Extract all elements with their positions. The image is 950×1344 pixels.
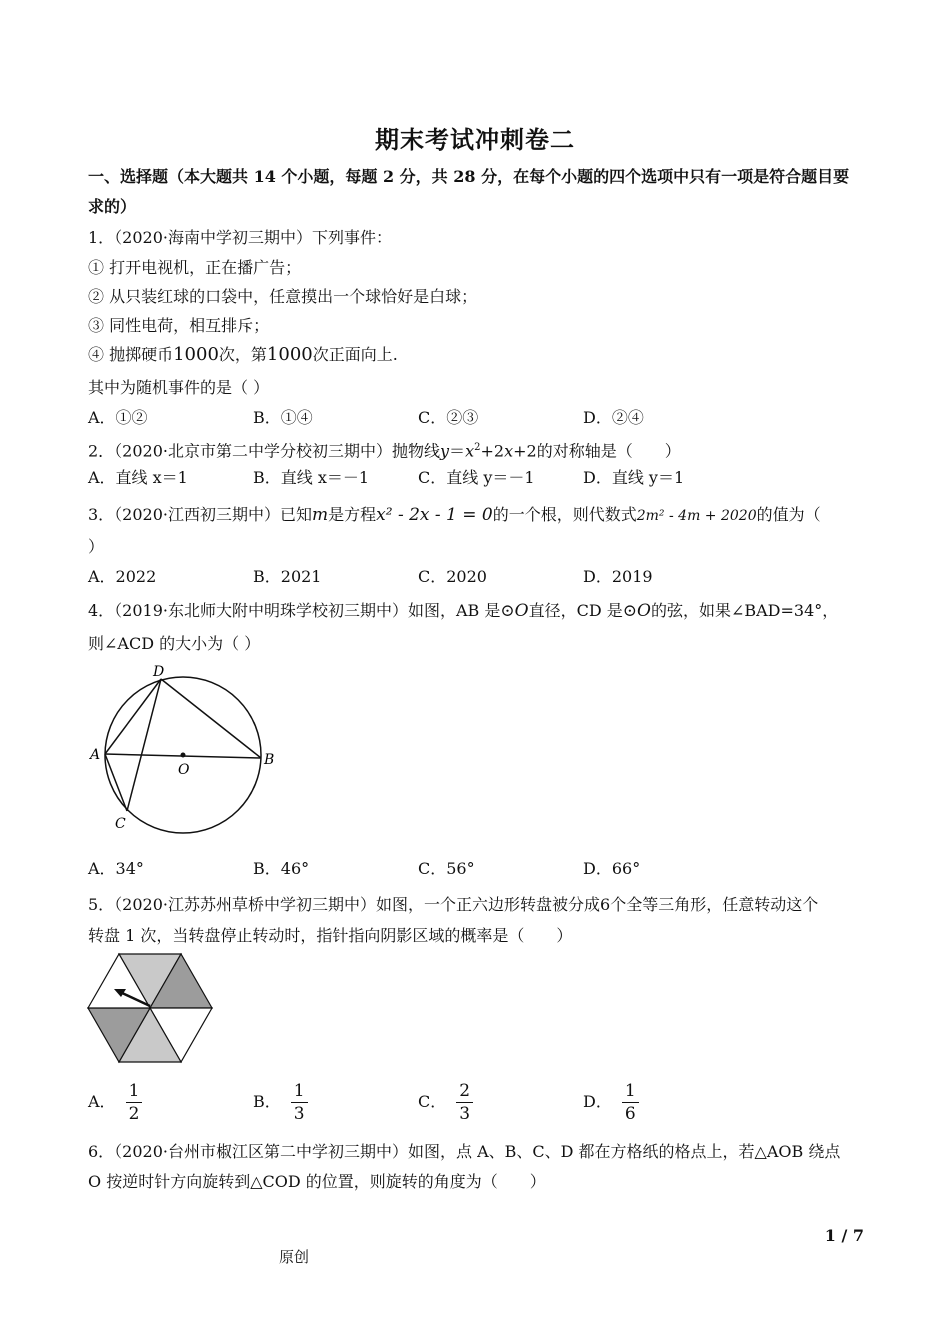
label-o: O <box>178 762 190 778</box>
center-dot <box>181 753 186 758</box>
q1-item4: ④ 抛掷硬币1000次，第1000次正面向上. <box>88 344 398 365</box>
q1-item1: ① 打开电视机，正在播广告； <box>88 258 302 277</box>
q2-option-a[interactable]: A．直线 x＝1 <box>88 468 188 487</box>
q5-option-c[interactable]: C． $\frac{2}{3}$ <box>418 1080 473 1125</box>
q3-option-d[interactable]: D．2019 <box>583 567 653 586</box>
q1-stem: 1．（2020·海南中学初三期中）下列事件： <box>88 228 392 247</box>
q1-question: 其中为随机事件的是（ ） <box>88 378 270 397</box>
page-number: 1 / 7 <box>824 1226 864 1245</box>
q3-option-c[interactable]: C．2020 <box>418 567 487 586</box>
label-a: A <box>90 747 101 763</box>
section-header-line1: 一、选择题（本大题共 14 个小题，每题 2 分，共 28 分，在每个小题的四个选项中只有一项是符合题目要 <box>88 167 850 186</box>
q2-option-d[interactable]: D．直线 y＝1 <box>583 468 685 487</box>
label-d: D <box>153 664 165 680</box>
fraction: $\frac{1}{2}$ <box>126 1080 143 1125</box>
q4-stem: 4．（2019·东北师大附中明珠学校初三期中）如图，AB 是⊙O直径，CD 是⊙O的弦，如果∠BAD=34°， <box>88 601 839 621</box>
q5-stem: 5．（2020·江苏苏州草桥中学初三期中）如图，一个正六边形转盘被分成6个全等三角形，任意转动这个 <box>88 895 819 914</box>
fraction: $\frac{1}{3}$ <box>291 1080 308 1125</box>
q5-option-d[interactable]: D． $\frac{1}{6}$ <box>583 1080 639 1125</box>
q4-option-c[interactable]: C．56° <box>418 859 475 878</box>
q4-option-a[interactable]: A．34° <box>88 859 144 878</box>
q4-option-b[interactable]: B．46° <box>253 859 310 878</box>
q3-stem-end: ） <box>88 537 105 556</box>
q5-option-a[interactable]: A． $\frac{1}{2}$ <box>88 1080 142 1125</box>
q2-option-b[interactable]: B．直线 x＝－1 <box>253 468 370 487</box>
circle-figure <box>86 660 286 840</box>
q5-stem-line2: 转盘 1 次，当转盘停止转动时，指针指向阴影区域的概率是（ ） <box>88 926 573 945</box>
q6-stem: 6．（2020·台州市椒江区第二中学初三期中）如图，点 A、B、C、D 都在方格纸的格点上，若△AOB 绕点 <box>88 1142 841 1161</box>
segment-dc <box>127 679 161 811</box>
segment-ad <box>105 679 161 754</box>
segment-db <box>161 679 261 758</box>
q1-option-d[interactable]: D．②④ <box>583 408 644 427</box>
q4-option-d[interactable]: D．66° <box>583 859 641 878</box>
footer-label: 原创 <box>279 1248 310 1266</box>
q1-option-b[interactable]: B．①④ <box>253 408 313 427</box>
q1-item2: ② 从只装红球的口袋中，任意摸出一个球恰好是白球； <box>88 287 478 306</box>
fraction: $\frac{1}{6}$ <box>622 1080 639 1125</box>
q1-option-a[interactable]: A．①② <box>88 408 148 427</box>
section-header-line2: 求的） <box>88 197 137 216</box>
q2-option-c[interactable]: C．直线 y＝－1 <box>418 468 535 487</box>
fraction: $\frac{2}{3}$ <box>456 1080 473 1125</box>
q1-item3: ③ 同性电荷，相互排斥； <box>88 316 270 335</box>
label-b: B <box>264 752 275 768</box>
segment-ac <box>105 754 127 811</box>
q3-stem: 3．（2020·江西初三期中）已知m是方程x² - 2x - 1 = 0的一个根，则代数式2m² - 4m + 2020的值为（ <box>88 505 821 525</box>
q4-stem-line2: 则∠ACD 的大小为（ ） <box>88 634 261 653</box>
q1-option-c[interactable]: C．②③ <box>418 408 479 427</box>
q3-option-a[interactable]: A．2022 <box>88 567 157 586</box>
label-c: C <box>115 816 126 832</box>
q5-option-b[interactable]: B． $\frac{1}{3}$ <box>253 1080 308 1125</box>
page-title: 期末考试冲刺卷二 <box>375 125 575 154</box>
q6-stem-line2: O 按逆时针方向旋转到△COD 的位置，则旋转的角度为（ ） <box>88 1172 546 1191</box>
q2-stem: 2．（2020·北京市第二中学分校初三期中）抛物线$y=x^2+2x+2$的对称轴是（ ） <box>88 441 681 461</box>
q3-option-b[interactable]: B．2021 <box>253 567 322 586</box>
hexagon-spinner-figure <box>86 952 216 1066</box>
